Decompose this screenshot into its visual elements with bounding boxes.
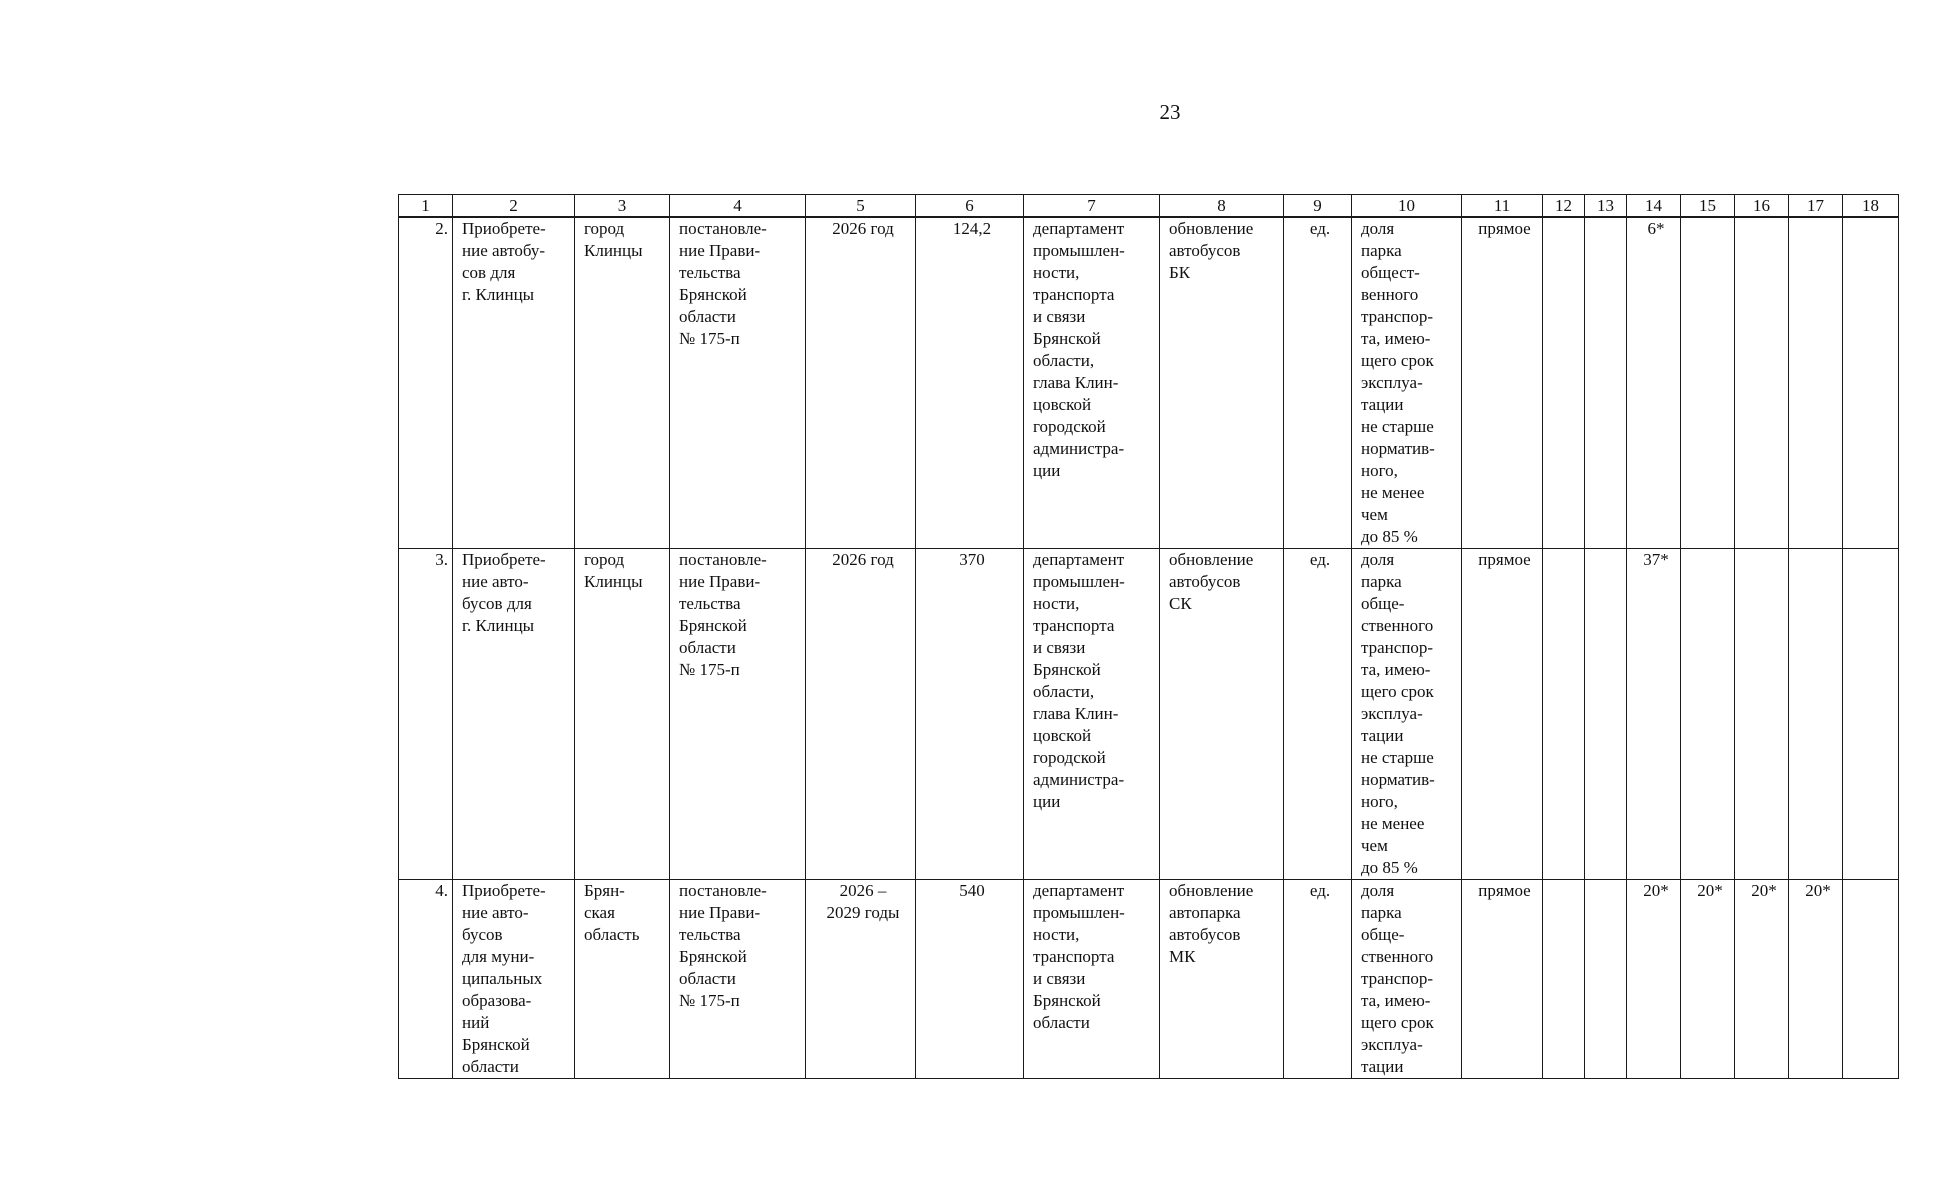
row-number: 2. — [399, 217, 453, 549]
column-header: 14 — [1627, 195, 1681, 218]
amount: 540 — [916, 880, 1024, 1079]
location: город Клинцы — [575, 217, 670, 549]
column-header: 17 — [1789, 195, 1843, 218]
unit: ед. — [1284, 549, 1352, 880]
column-header: 3 — [575, 195, 670, 218]
table-row — [399, 549, 1899, 880]
indicator: доля парка общест- венного транспор- та, имею- щего срок эксплуа- тации не старше норматив- ного, не менее чем до 85 % — [1352, 217, 1462, 549]
value-col-12 — [1543, 880, 1585, 1079]
column-header: 6 — [916, 195, 1024, 218]
table-row — [399, 880, 1899, 1079]
period: 2026 – 2029 годы — [806, 880, 916, 1079]
measure-name: Приобрете- ние автобу- сов для г. Клинцы — [453, 217, 575, 549]
value-col-17: 20* — [1789, 880, 1843, 1079]
data-table — [398, 194, 1899, 1079]
responsible: департамент промышлен- ности, транспорта и связи Брянской области, глава Клин- цовской городской администра- ции — [1024, 217, 1160, 549]
value-col-15: 20* — [1681, 880, 1735, 1079]
column-header: 18 — [1843, 195, 1899, 218]
value-col-17 — [1789, 549, 1843, 880]
value-col-13 — [1585, 549, 1627, 880]
result: обновление автобусов СК — [1160, 549, 1284, 880]
measure-name: Приобрете- ние авто- бусов для муни- ципальных образова- ний Брянской области — [453, 880, 575, 1079]
legal-basis: постановле- ние Прави- тельства Брянской области № 175-п — [670, 217, 806, 549]
column-header: 12 — [1543, 195, 1585, 218]
column-header: 2 — [453, 195, 575, 218]
value-col-16 — [1735, 217, 1789, 549]
value-col-14: 20* — [1627, 880, 1681, 1079]
effect: прямое — [1462, 217, 1543, 549]
value-col-13 — [1585, 217, 1627, 549]
value-col-15 — [1681, 549, 1735, 880]
column-header: 7 — [1024, 195, 1160, 218]
responsible: департамент промышлен- ности, транспорта и связи Брянской области, глава Клин- цовской городской администра- ции — [1024, 549, 1160, 880]
value-col-18 — [1843, 549, 1899, 880]
column-header: 16 — [1735, 195, 1789, 218]
indicator: доля парка обще- ственного транспор- та, имею- щего срок эксплуа- тации не старше норматив- ного, не менее чем до 85 % — [1352, 549, 1462, 880]
row-number: 4. — [399, 880, 453, 1079]
value-col-14: 37* — [1627, 549, 1681, 880]
measure-name: Приобрете- ние авто- бусов для г. Клинцы — [453, 549, 575, 880]
result: обновление автопарка автобусов МК — [1160, 880, 1284, 1079]
legal-basis: постановле- ние Прави- тельства Брянской области № 175-п — [670, 549, 806, 880]
value-col-18 — [1843, 217, 1899, 549]
column-header: 13 — [1585, 195, 1627, 218]
row-number: 3. — [399, 549, 453, 880]
column-header: 8 — [1160, 195, 1284, 218]
value-col-16 — [1735, 549, 1789, 880]
value-col-16: 20* — [1735, 880, 1789, 1079]
effect: прямое — [1462, 880, 1543, 1079]
value-col-12 — [1543, 549, 1585, 880]
value-col-13 — [1585, 880, 1627, 1079]
unit: ед. — [1284, 880, 1352, 1079]
value-col-15 — [1681, 217, 1735, 549]
column-header: 5 — [806, 195, 916, 218]
column-header: 11 — [1462, 195, 1543, 218]
column-header: 10 — [1352, 195, 1462, 218]
unit: ед. — [1284, 217, 1352, 549]
page-number: 23 — [1159, 100, 1181, 124]
location: Брян- ская область — [575, 880, 670, 1079]
indicator: доля парка обще- ственного транспор- та, имею- щего срок эксплуа- тации — [1352, 880, 1462, 1079]
column-header: 4 — [670, 195, 806, 218]
responsible: департамент промышлен- ности, транспорта и связи Брянской области — [1024, 880, 1160, 1079]
column-header: 15 — [1681, 195, 1735, 218]
table-header-row — [399, 195, 1899, 218]
location: город Клинцы — [575, 549, 670, 880]
value-col-18 — [1843, 880, 1899, 1079]
legal-basis: постановле- ние Прави- тельства Брянской области № 175-п — [670, 880, 806, 1079]
column-header: 1 — [399, 195, 453, 218]
amount: 370 — [916, 549, 1024, 880]
value-col-14: 6* — [1627, 217, 1681, 549]
table-row — [399, 217, 1899, 549]
column-header: 9 — [1284, 195, 1352, 218]
value-col-17 — [1789, 217, 1843, 549]
value-col-12 — [1543, 217, 1585, 549]
amount: 124,2 — [916, 217, 1024, 549]
result: обновление автобусов БК — [1160, 217, 1284, 549]
period: 2026 год — [806, 549, 916, 880]
period: 2026 год — [806, 217, 916, 549]
effect: прямое — [1462, 549, 1543, 880]
